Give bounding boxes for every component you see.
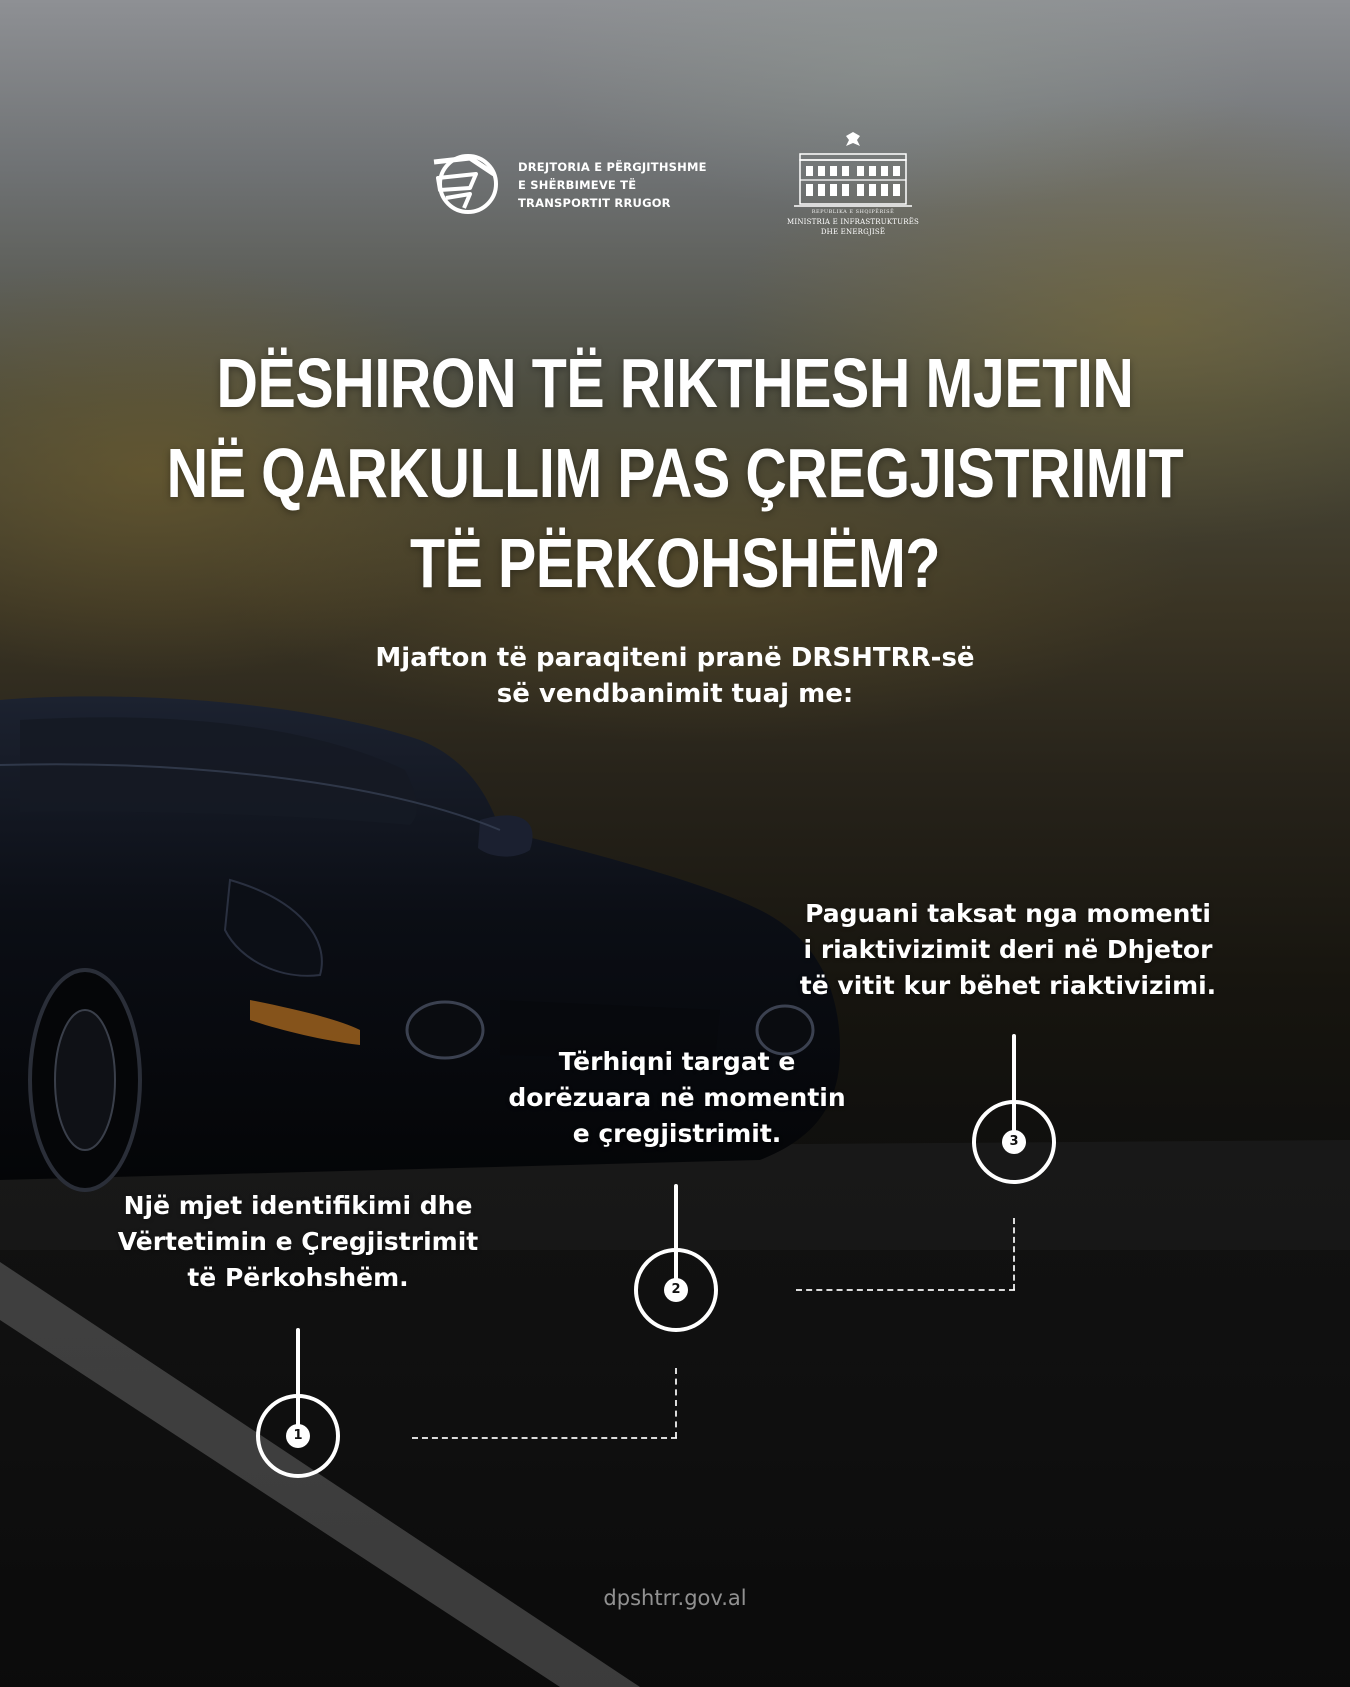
headline — [122, 338, 1229, 608]
agency-logo — [430, 152, 730, 216]
ministry-caption-line-3: DHE ENERGJISË — [820, 228, 886, 236]
agency-logo-icon — [430, 152, 502, 216]
headline-line-2: NË QARKULLIM PAS ÇREGJISTRIMIT — [166, 434, 1184, 512]
headline-line-1: DËSHIRON TË RIKTHESH MJETIN — [216, 344, 1134, 422]
step-2-line-2: dorëzuara në momentin — [508, 1083, 846, 1112]
step-3-line-2: i riaktivizimit deri në Dhjetor — [803, 935, 1213, 964]
intro-line-2: së vendbanimit tuaj me: — [496, 679, 854, 709]
connector-3-vertical — [1013, 1218, 1015, 1290]
step-3-line-1: Paguani taksat nga momenti — [805, 899, 1211, 928]
step-1-number-badge: 1 — [286, 1424, 310, 1448]
ministry-caption-line-1: REPUBLIKA E SHQIPËRISË — [811, 209, 895, 215]
agency-logo-line-1: DREJTORIA E PËRGJITHSHME — [518, 160, 707, 174]
step-3-text — [778, 896, 1238, 1004]
step-2-text — [472, 1044, 882, 1152]
ministry-logo — [786, 130, 920, 245]
headline-line-3: TË PËRKOHSHËM? — [409, 524, 941, 602]
intro-text — [0, 640, 1350, 712]
connector-2-vertical — [675, 1368, 677, 1438]
agency-logo-line-3: TRANSPORTIT RRUGOR — [518, 196, 671, 210]
step-3-number-badge: 3 — [1002, 1130, 1026, 1154]
step-2-number-badge: 2 — [664, 1278, 688, 1302]
agency-logo-line-2: E SHËRBIMEVE TË — [518, 178, 637, 192]
step-2-line-1: Tërhiqni targat e — [558, 1047, 796, 1076]
step-1-line-3: të Përkohshëm. — [187, 1263, 409, 1292]
ministry-building-icon — [786, 130, 920, 208]
intro-line-1: Mjafton të paraqiteni pranë DRSHTRR-së — [375, 643, 975, 673]
step-3-line-3: të vitit kur bëhet riaktivizimi. — [799, 971, 1217, 1000]
footer-website: dpshtrr.gov.al — [603, 1586, 747, 1610]
step-1-line-2: Vërtetimin e Çregjistrimit — [117, 1227, 479, 1256]
step-2-line-3: e çregjistrimit. — [572, 1119, 782, 1148]
ministry-caption-line-2: MINISTRIA E INFRASTRUKTURËS — [786, 218, 920, 226]
step-1-line-1: Një mjet identifikimi dhe — [123, 1191, 473, 1220]
connector-2-horizontal — [412, 1437, 677, 1439]
step-1-text — [96, 1188, 500, 1296]
connector-3-horizontal — [796, 1289, 1015, 1291]
